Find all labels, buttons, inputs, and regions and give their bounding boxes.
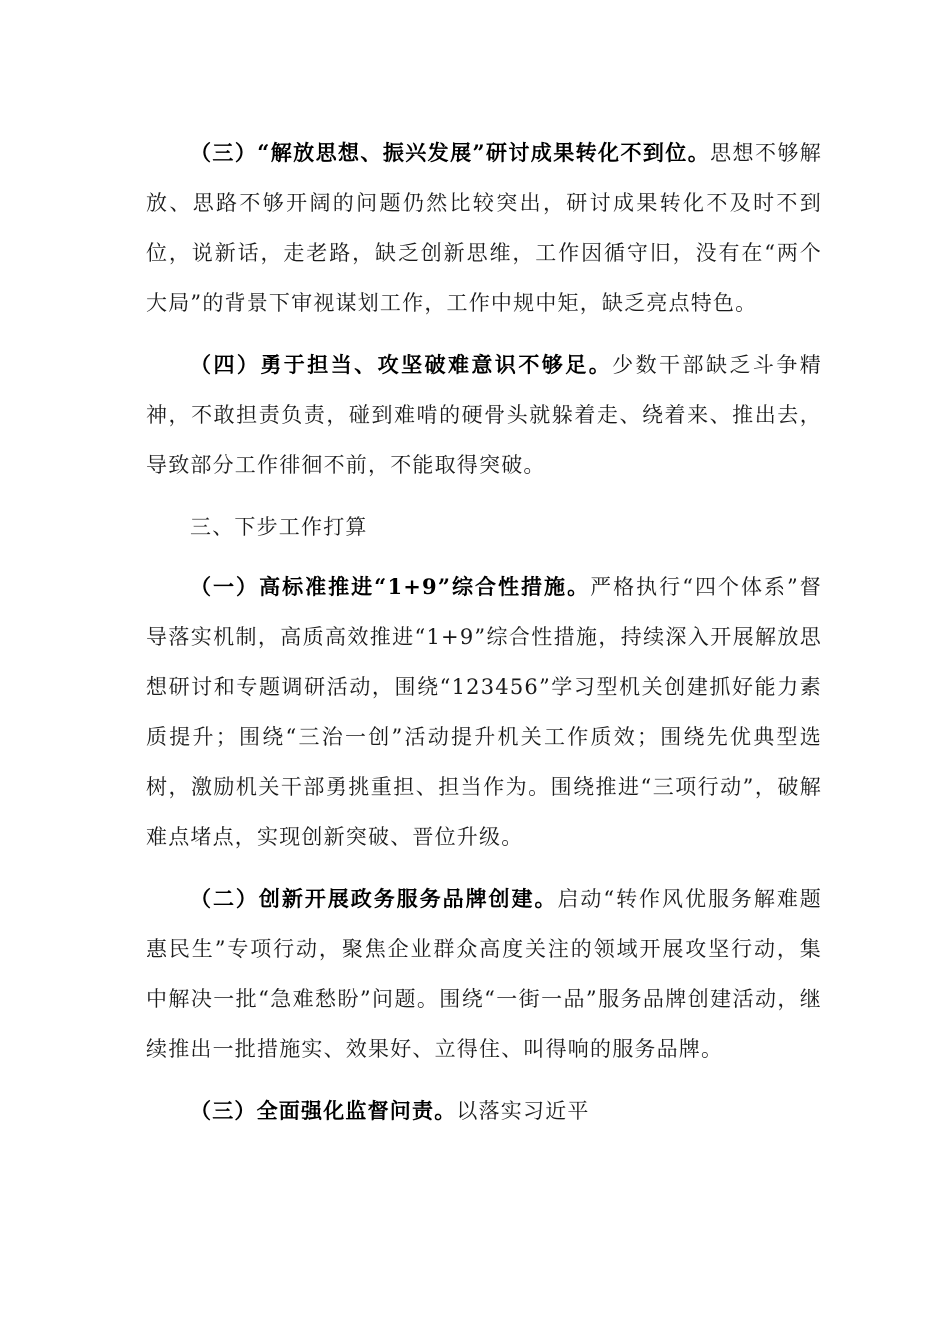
document-body: [146, 128, 822, 1148]
paragraph-plan-3: [146, 1086, 822, 1136]
paragraph-text: 以落实习近平: [456, 1099, 590, 1123]
paragraph-lead: （一）高标准推进“1+9”综合性措施。: [190, 574, 591, 599]
paragraph-text: 思想不够解放、思路不够开阔的问题仍然比较突出，研讨成果转化不及时不到位，说新话，走老路，缺乏创新思维，工作因循守旧，没有在“两个大局”的背景下审视谋划工作，工作中规中矩，缺乏亮点特色。: [146, 141, 823, 315]
paragraph-text: 启动“转作风优服务解难题惠民生”专项行动，聚焦企业群众高度关注的领域开展攻坚行动，集中解决一批“急难愁盼”问题。围绕“一街一品”服务品牌创建活动，继续推出一批措施实、效果好、立得住、叫得响的服务品牌。: [146, 887, 823, 1061]
paragraph-text: 严格执行“四个体系”督导落实机制，高质高效推进“1+9”综合性措施，持续深入开展解放思想研讨和专题调研活动，围绕“123456”学习型机关创建抓好能力素质提升；围绕“三治一创”活动提升机关工作质效；围绕先优典型选树，激励机关干部勇挑重担、担当作为。围绕推进“三项行动”，破解难点堵点，实现创新突破、晋位升级。: [146, 575, 822, 849]
paragraph-lead: （三）“解放思想、振兴发展”研讨成果转化不到位。: [190, 140, 711, 165]
paragraph-plan-2: [146, 874, 822, 1074]
section-heading: 三、下步工作打算: [190, 515, 368, 539]
paragraph-lead: （四）勇于担当、攻坚破难意识不够足。: [190, 352, 613, 377]
paragraph-lead: （二）创新开展政务服务品牌创建。: [190, 886, 558, 911]
paragraph-plan-1: [146, 562, 822, 862]
paragraph-problem-4: [146, 340, 822, 490]
paragraph-text: 少数干部缺乏斗争精神，不敢担责负责，碰到难啃的硬骨头就躲着走、绕着来、推出去，导致部分工作徘徊不前，不能取得突破。: [146, 353, 822, 477]
paragraph-problem-3: [146, 128, 822, 328]
paragraph-lead: （三）全面强化监督问责。: [190, 1098, 457, 1123]
